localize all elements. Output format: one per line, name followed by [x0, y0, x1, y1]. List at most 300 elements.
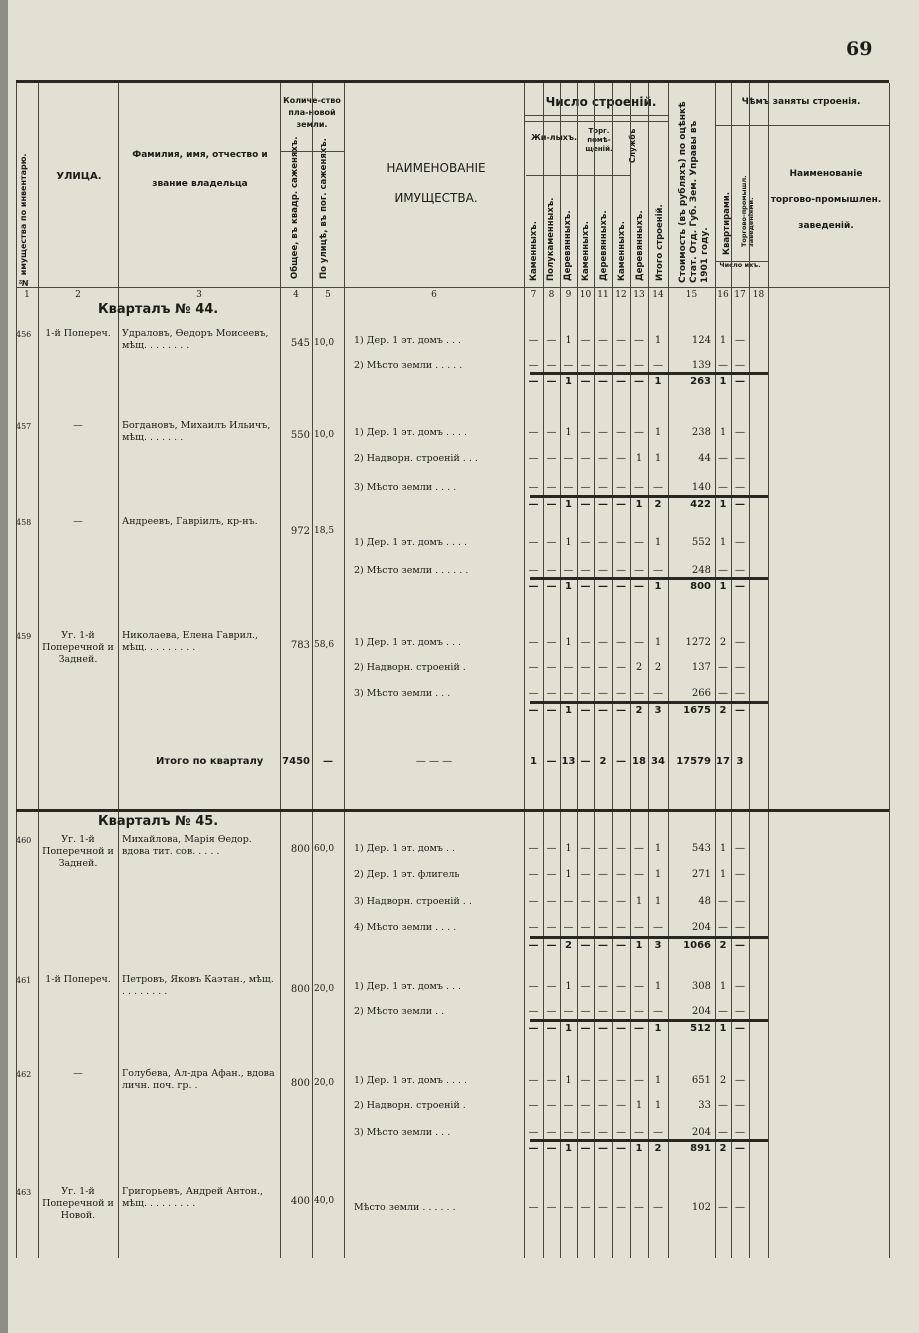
entry-457-item-2-trade-count: — — [735, 453, 745, 464]
entry-461-subtotal-value: 512 — [690, 1023, 711, 1034]
entry-457-item-1-c8: — — [546, 427, 557, 438]
entry-456-owner: Удраловъ, Өедоръ Моисеевъ, мѣщ. . . . . . . . — [122, 328, 269, 351]
entry-460-area: 800 — [290, 844, 310, 855]
entry-460-item-4-c10: — — [580, 922, 591, 933]
column-number-16: 16 — [717, 290, 729, 300]
entry-457-item-1-c9: 1 — [565, 427, 572, 438]
column-rule — [118, 83, 119, 1258]
quarter-44-total-trade-count: 3 — [736, 756, 744, 767]
column-rule — [749, 83, 750, 1258]
entry-456-subtotal-c9: 1 — [565, 376, 572, 387]
entry-457-subtotal-c14: 2 — [654, 499, 662, 510]
entry-457-item-3-c12: — — [616, 482, 626, 493]
column-number-2: 2 — [75, 290, 81, 300]
entry-458-subtotal-c10: — — [580, 581, 591, 592]
entry-459-subtotal-value: 1675 — [683, 705, 711, 716]
entry-460-item-2-c12: — — [616, 869, 626, 880]
entry-458-item-1-c12: — — [616, 537, 626, 548]
header-street: УЛИЦА. — [56, 171, 102, 182]
entry-458-item-2-trade-count: — — [735, 565, 745, 576]
entry-457-number: 457 — [16, 422, 32, 431]
entry-462-item-2-trade-count: — — [735, 1100, 745, 1111]
entry-456-subtotal-c14: 1 — [654, 376, 662, 387]
entry-461-item-1-c10: — — [580, 981, 591, 992]
column-number-15: 15 — [685, 290, 698, 300]
entry-458-item-1-value: 552 — [691, 537, 711, 548]
entry-460-item-4-c7: — — [528, 922, 539, 933]
entry-462-item-3-c13: — — [634, 1127, 644, 1138]
entry-459-subtotal-c13: 2 — [635, 705, 643, 716]
entry-463-area: 400 — [290, 1196, 310, 1207]
entry-462-area: 800 — [290, 1078, 310, 1089]
entry-456-item-1-c9: 1 — [565, 335, 572, 346]
entry-458-subtotal-c13: — — [634, 581, 644, 592]
entry-461-item-2: 2) Мѣсто земли . . — [354, 1006, 445, 1017]
entry-461-item-1: 1) Дер. 1 эт. домъ . . . — [354, 981, 462, 992]
entry-458-item-2-c8: — — [546, 565, 557, 576]
entry-462-item-3-c9: — — [563, 1127, 574, 1138]
entry-462-item-1-c12: — — [616, 1075, 626, 1086]
entry-458-subtotal-apartments: 1 — [719, 581, 727, 592]
entry-459-street-length: 58,6 — [314, 640, 335, 650]
header-c9: Деревянныхъ. — [563, 210, 573, 281]
entry-457-item-3-trade-count: — — [735, 482, 745, 493]
entry-462-item-2-c7: — — [528, 1100, 539, 1111]
entry-458-subtotal-c11: — — [598, 581, 608, 592]
header-service: Службъ — [628, 128, 637, 163]
entry-461-area: 800 — [290, 984, 310, 995]
entry-461-item-1-apartments: 1 — [719, 981, 727, 992]
entry-461-item-2-apartments: — — [718, 1006, 728, 1017]
entry-459-subtotal-c14: 3 — [654, 705, 662, 716]
entry-457-item-3-c11: — — [598, 482, 608, 493]
column-number-4: 4 — [293, 290, 299, 300]
column-number-6: 6 — [431, 290, 437, 300]
entry-461-owner: Петровъ, Яковъ Каэтан., мѣщ. . . . . . . . . — [122, 974, 274, 997]
entry-460-subtotal-c14: 3 — [654, 940, 662, 951]
header-c8: Полукаменныхъ. — [546, 197, 556, 281]
entry-456-item-2-c13: — — [634, 360, 644, 371]
quarter-44-total-c12: — — [616, 756, 626, 767]
entry-460-item-2: 2) Дер. 1 эт. флигель — [354, 869, 460, 880]
entry-457-item-2-c14: 1 — [654, 453, 662, 464]
entry-458-item-1-c10: — — [580, 537, 591, 548]
entry-463-item-1-c10: — — [580, 1202, 591, 1213]
entry-459-subtotal-trade-count: — — [735, 705, 745, 716]
entry-460-item-4-c11: — — [598, 922, 608, 933]
entry-457-item-1-c12: — — [616, 427, 626, 438]
entry-460-item-2-value: 271 — [691, 869, 711, 880]
entry-460-item-2-c8: — — [546, 869, 557, 880]
entry-460-subtotal-c12: — — [616, 940, 626, 951]
header-c13: Деревянныхъ. — [635, 210, 645, 281]
entry-461-item-1-c7: — — [528, 981, 539, 992]
entry-460-item-3: 3) Надворн. строеній . . — [354, 896, 472, 907]
entry-460-item-3-trade-count: — — [735, 896, 745, 907]
quarter-44-total-c7: 1 — [530, 756, 537, 767]
entry-462-subtotal-c7: — — [528, 1143, 539, 1154]
entry-458-item-2-c11: — — [598, 565, 608, 576]
entry-459-item-2-c7: — — [528, 662, 539, 673]
entry-462-item-2-c14: 1 — [654, 1100, 662, 1111]
entry-460-item-4-c13: — — [634, 922, 644, 933]
entry-457-item-3-c8: — — [546, 482, 557, 493]
header-apartments: Квартирами. — [722, 192, 732, 255]
entry-463-street-length: 40,0 — [314, 1196, 335, 1206]
entry-461-subtotal-c7: — — [528, 1023, 539, 1034]
header-rule — [16, 287, 889, 288]
entry-461-subtotal-c13: — — [634, 1023, 644, 1034]
entry-456-subtotal-c12: — — [616, 376, 626, 387]
entry-458-item-2-c10: — — [580, 565, 591, 576]
entry-462-street: — — [73, 1068, 83, 1079]
entry-460-owner: Михайлова, Марiя Өедор. вдова тит. сов. . . . . — [122, 834, 252, 857]
entry-457-subtotal-c9: 1 — [565, 499, 572, 510]
entry-461-item-2-c14: — — [653, 1006, 663, 1017]
entry-456-item-2-c10: — — [580, 360, 591, 371]
header-owner: Фамилия, имя, отчество и звание владельца — [132, 150, 268, 189]
entry-456-item-1-c13: — — [634, 335, 644, 346]
entry-459-subtotal-apartments: 2 — [719, 705, 727, 716]
entry-458-item-2-c14: — — [653, 565, 663, 576]
entry-457-item-3-c10: — — [580, 482, 591, 493]
entry-462-item-3-c8: — — [546, 1127, 557, 1138]
entry-460-item-1-c10: — — [580, 843, 591, 854]
entry-460-item-4: 4) Мѣсто земли . . . . — [354, 922, 457, 933]
header-rule — [715, 261, 768, 262]
entry-458-subtotal-value: 800 — [690, 581, 711, 592]
entry-456-item-2-c8: — — [546, 360, 557, 371]
entry-460-item-4-c9: — — [563, 922, 574, 933]
entry-460-subtotal-c7: — — [528, 940, 539, 951]
entry-461-subtotal-c12: — — [616, 1023, 626, 1034]
entry-462-item-3-value: 204 — [691, 1127, 711, 1138]
entry-460-number: 460 — [16, 836, 32, 845]
quarter-44-total-area: 7450 — [282, 756, 310, 767]
entry-462-subtotal-c8: — — [546, 1143, 557, 1154]
entry-457-subtotal-apartments: 1 — [719, 499, 727, 510]
entry-458-owner: Андреевъ, Гаврiилъ, кр-нъ. — [122, 516, 258, 527]
entry-463-item-1-c9: — — [563, 1202, 574, 1213]
entry-458-number: 458 — [16, 518, 32, 527]
entry-460-subtotal-c13: 1 — [635, 940, 643, 951]
entry-456-item-2-c7: — — [528, 360, 539, 371]
entry-460-item-1-trade-count: — — [735, 843, 745, 854]
entry-460-street: Уг. 1-й Поперечной и Задней. — [42, 834, 114, 869]
entry-456-item-1-trade-count: — — [735, 335, 745, 346]
entry-460-subtotal-c8: — — [546, 940, 557, 951]
entry-456-subtotal-c13: — — [634, 376, 644, 387]
entry-462-item-1: 1) Дер. 1 эт. домъ . . . . — [354, 1075, 468, 1086]
entry-456-item-2-c12: — — [616, 360, 626, 371]
entry-460-item-2-c9: 1 — [565, 869, 572, 880]
header-trade-industrial: Торгово-промышл. заведеніями. — [740, 175, 755, 247]
entry-460-item-1-apartments: 1 — [719, 843, 727, 854]
entry-456-subtotal-value: 263 — [690, 376, 711, 387]
entry-459-item-3-c10: — — [580, 688, 591, 699]
entry-457-item-1: 1) Дер. 1 эт. домъ . . . . — [354, 427, 468, 438]
quarter-44-total-c8: — — [546, 756, 557, 767]
entry-457-item-2-c13: 1 — [635, 453, 643, 464]
entry-459-item-2-c9: — — [563, 662, 574, 673]
column-number-14: 14 — [652, 290, 664, 300]
entry-460-item-1-c7: — — [528, 843, 539, 854]
header-enterprise-name: Наименованіе торгово-промышлен. заведеній. — [770, 169, 882, 231]
entry-460-item-1-c9: 1 — [565, 843, 572, 854]
entry-456-item-1-value: 124 — [691, 335, 711, 346]
entry-461-item-2-c10: — — [580, 1006, 591, 1017]
entry-462-item-2-c9: — — [563, 1100, 574, 1111]
entry-459-item-3-value: 266 — [691, 688, 711, 699]
entry-462-item-2-c12: — — [616, 1100, 626, 1111]
entry-457-subtotal-c13: 1 — [635, 499, 643, 510]
quarter-44-total-apartments: 17 — [716, 756, 730, 767]
entry-460-item-3-c10: — — [580, 896, 591, 907]
entry-460-item-4-c12: — — [616, 922, 626, 933]
entry-462-subtotal-apartments: 2 — [719, 1143, 727, 1154]
entry-457-item-1-c13: — — [634, 427, 644, 438]
entry-458-subtotal-c7: — — [528, 581, 539, 592]
entry-458-item-1-apartments: 1 — [719, 537, 727, 548]
entry-458-item-1-c14: 1 — [654, 537, 662, 548]
entry-457-item-3-c7: — — [528, 482, 539, 493]
entry-462-item-2-c10: — — [580, 1100, 591, 1111]
entry-460-subtotal-c11: — — [598, 940, 608, 951]
column-number-8: 8 — [548, 290, 555, 300]
entry-456-item-1-c14: 1 — [654, 335, 662, 346]
entry-457-item-2-c8: — — [546, 453, 557, 464]
entry-460-street-length: 60,0 — [314, 844, 335, 854]
entry-456-item-1-c11: — — [598, 335, 608, 346]
entry-461-subtotal-c9: 1 — [565, 1023, 572, 1034]
header-land-street: По улицѣ, въ пог. саженяхъ. — [319, 138, 329, 279]
entry-460-item-2-apartments: 1 — [719, 869, 727, 880]
entry-457-item-2-c12: — — [616, 453, 626, 464]
header-inventory-no: № имущества по инвентарю. — [19, 153, 28, 287]
quarter-44-total-c11: 2 — [599, 756, 607, 767]
entry-459-item-1-c14: 1 — [654, 637, 662, 648]
entry-459-item-3-c7: — — [528, 688, 539, 699]
entry-456-item-2-c9: — — [563, 360, 574, 371]
entry-457-owner: Богдановъ, Михаилъ Ильичъ, мѣщ. . . . . . . — [122, 420, 271, 443]
entry-458-item-1-c9: 1 — [565, 537, 572, 548]
entry-462-item-1-c9: 1 — [565, 1075, 572, 1086]
entry-462-subtotal-c11: — — [598, 1143, 608, 1154]
entry-458-subtotal-c12: — — [616, 581, 626, 592]
entry-461-item-2-c12: — — [616, 1006, 626, 1017]
entry-457-item-3-c14: — — [653, 482, 663, 493]
entry-462-item-3-apartments: — — [718, 1127, 728, 1138]
entry-459-item-2-c8: — — [546, 662, 557, 673]
entry-457-item-2: 2) Надворн. строеній . . . — [354, 453, 478, 464]
entry-457-item-3-c13: — — [634, 482, 644, 493]
entry-456-subtotal-c8: — — [546, 376, 557, 387]
entry-458-item-1-c8: — — [546, 537, 557, 548]
column-number-17: 17 — [734, 290, 746, 300]
entry-456-item-2-trade-count: — — [735, 360, 745, 371]
header-buildings-count: Число строеній. — [545, 95, 657, 109]
entry-458-street: — — [73, 516, 83, 527]
entry-457-item-3-apartments: — — [718, 482, 728, 493]
entry-461-street-length: 20,0 — [314, 984, 335, 994]
column-rule — [312, 83, 313, 1258]
entry-461-street: 1-й Попереч. — [45, 974, 111, 985]
entry-456-subtotal-c10: — — [580, 376, 591, 387]
entry-457-item-2-apartments: — — [718, 453, 728, 464]
entry-462-item-2-c11: — — [598, 1100, 608, 1111]
column-rule — [38, 83, 39, 1258]
entry-460-subtotal-trade-count: — — [735, 940, 745, 951]
entry-460-item-2-c7: — — [528, 869, 539, 880]
column-rule — [16, 83, 17, 1258]
entry-459-area: 783 — [290, 640, 310, 651]
entry-459-item-3-c11: — — [598, 688, 608, 699]
entry-459-street: Уг. 1-й Поперечной и Задней. — [42, 630, 114, 665]
header-c7: Каменныхъ. — [529, 221, 539, 281]
entry-461-item-1-c14: 1 — [654, 981, 662, 992]
entry-459-item-1-c9: 1 — [565, 637, 572, 648]
entry-462-subtotal-c14: 2 — [654, 1143, 662, 1154]
entry-457-subtotal-c7: — — [528, 499, 539, 510]
entry-461-subtotal-trade-count: — — [735, 1023, 745, 1034]
entry-460-item-4-c14: — — [653, 922, 663, 933]
header-rule — [524, 121, 668, 122]
entry-458-item-1-c13: — — [634, 537, 644, 548]
quarter-44-total-label: Итого по кварталу — [156, 756, 264, 767]
entry-463-item-1-trade-count: — — [735, 1202, 745, 1213]
entry-457-item-3-c9: — — [563, 482, 574, 493]
entry-456-item-2-c11: — — [598, 360, 608, 371]
entry-461-item-2-c7: — — [528, 1006, 539, 1017]
entry-460-item-3-apartments: — — [718, 896, 728, 907]
entry-459-item-1: 1) Дер. 1 эт. домъ . . . — [354, 637, 462, 648]
header-rule — [280, 151, 344, 152]
entry-460-item-4-trade-count: — — [735, 922, 745, 933]
entry-459-item-2-apartments: — — [718, 662, 728, 673]
entry-460-item-4-apartments: — — [718, 922, 728, 933]
column-number-12: 12 — [615, 290, 627, 300]
entry-457-item-3: 3) Мѣсто земли . . . . — [354, 482, 457, 493]
entry-458-item-1: 1) Дер. 1 эт. домъ . . . . — [354, 537, 468, 548]
quarter-separator — [16, 809, 889, 812]
entry-462-number: 462 — [16, 1070, 32, 1079]
entry-463-item-1-c7: — — [528, 1202, 539, 1213]
entry-458-item-2-c7: — — [528, 565, 539, 576]
entry-456-number: 456 — [16, 330, 32, 339]
entry-462-item-3-trade-count: — — [735, 1127, 745, 1138]
entry-461-subtotal-c8: — — [546, 1023, 557, 1034]
entry-461-subtotal-c14: 1 — [654, 1023, 662, 1034]
entry-457-subtotal-c10: — — [580, 499, 591, 510]
header-residential: Жи-лыхъ. — [530, 133, 578, 142]
entry-461-item-2-c8: — — [546, 1006, 557, 1017]
entry-457-item-2-c9: — — [563, 453, 574, 464]
entry-457-subtotal-c8: — — [546, 499, 557, 510]
entry-462-subtotal-c13: 1 — [635, 1143, 643, 1154]
entry-462-item-1-c11: — — [598, 1075, 608, 1086]
entry-456-street: 1-й Попереч. — [45, 328, 111, 339]
column-number-13: 13 — [633, 290, 645, 300]
header-value: Стоимость (въ рубляхъ) по оцѣнкѣ Стат. Отд. Губ. Зем. Управы въ 1901 году. — [678, 101, 710, 283]
column-number-11: 11 — [597, 290, 609, 300]
entry-463-item-1-value: 102 — [691, 1202, 711, 1213]
entry-456-subtotal-c11: — — [598, 376, 608, 387]
entry-458-subtotal-trade-count: — — [735, 581, 745, 592]
entry-461-subtotal-apartments: 1 — [719, 1023, 727, 1034]
entry-462-item-1-c10: — — [580, 1075, 591, 1086]
property-register-table — [16, 80, 889, 1258]
entry-456-item-1-apartments: 1 — [719, 335, 727, 346]
entry-456-item-2-value: 139 — [691, 360, 711, 371]
quarter-44-title: Кварталъ № 44. — [98, 302, 219, 317]
entry-459-item-3-c12: — — [616, 688, 626, 699]
entry-456-item-1-c7: — — [528, 335, 539, 346]
entry-461-item-1-c11: — — [598, 981, 608, 992]
entry-460-subtotal-c10: — — [580, 940, 591, 951]
entry-462-item-1-value: 651 — [691, 1075, 711, 1086]
entry-456-item-1-c12: — — [616, 335, 626, 346]
entry-460-item-2-c10: — — [580, 869, 591, 880]
quarter-44-total-c13: 18 — [632, 756, 646, 767]
entry-456-area: 545 — [290, 338, 310, 349]
entry-459-item-3-c9: — — [563, 688, 574, 699]
entry-461-item-1-c9: 1 — [565, 981, 572, 992]
entry-460-item-4-value: 204 — [691, 922, 711, 933]
entry-460-item-3-c13: 1 — [635, 896, 643, 907]
entry-458-item-2-c13: — — [634, 565, 644, 576]
entry-459-item-1-c13: — — [634, 637, 644, 648]
column-number-1: 1 — [24, 290, 30, 300]
entry-461-item-2-c11: — — [598, 1006, 608, 1017]
entry-459-item-1-trade-count: — — [735, 637, 745, 648]
entry-457-item-1-trade-count: — — [735, 427, 745, 438]
entry-460-item-1-c8: — — [546, 843, 557, 854]
entry-457-item-1-apartments: 1 — [719, 427, 727, 438]
entry-459-item-3-c8: — — [546, 688, 557, 699]
entry-457-item-3-value: 140 — [691, 482, 711, 493]
entry-459-item-3-trade-count: — — [735, 688, 745, 699]
quarter-45-title: Кварталъ № 45. — [98, 814, 219, 829]
header-occupied-by: Чѣмъ заняты строенія. — [741, 97, 861, 107]
entry-459-item-2-c11: — — [598, 662, 608, 673]
entry-457-subtotal-c12: — — [616, 499, 626, 510]
header-land-quantity: Количе-ство пла-новой земли. — [283, 96, 341, 129]
entry-462-item-3-c14: — — [653, 1127, 663, 1138]
entry-460-item-1-c14: 1 — [654, 843, 662, 854]
entry-462-item-3-c11: — — [598, 1127, 608, 1138]
entry-460-item-1-c13: — — [634, 843, 644, 854]
entry-462-item-3-c10: — — [580, 1127, 591, 1138]
header-land-total: Общее, въ квадр. саженяхъ. — [290, 136, 300, 279]
quarter-44-total-c9: 13 — [561, 756, 576, 767]
entry-457-street-length: 10,0 — [314, 430, 335, 440]
entry-459-item-1-c10: — — [580, 637, 591, 648]
entry-461-subtotal-c11: — — [598, 1023, 608, 1034]
column-number-18: 18 — [752, 290, 765, 300]
quarter-44-total-c14: 34 — [651, 756, 665, 767]
entry-463-owner: Григорьевъ, Андрей Антон., мѣщ. . . . . . . . . — [122, 1186, 264, 1209]
entry-458-item-2-c9: — — [563, 565, 574, 576]
entry-462-item-3: 3) Мѣсто земли . . . — [354, 1127, 451, 1138]
entry-462-street-length: 20,0 — [314, 1078, 335, 1088]
entry-459-item-1-value: 1272 — [685, 637, 711, 648]
entry-460-item-1: 1) Дер. 1 эт. домъ . . — [354, 843, 455, 854]
quarter-44-total-property: — — — — [415, 756, 453, 767]
column-rule — [344, 83, 345, 1258]
entry-461-item-2-trade-count: — — [735, 1006, 745, 1017]
entry-462-item-2-c8: — — [546, 1100, 557, 1111]
entry-457-subtotal-c11: — — [598, 499, 608, 510]
